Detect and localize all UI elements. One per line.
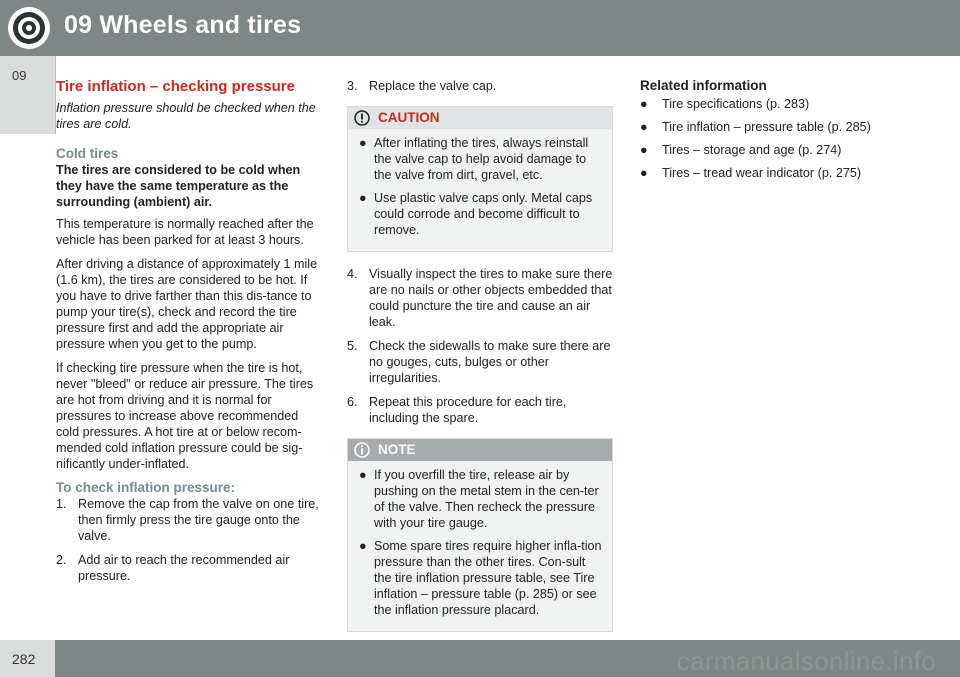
chapter-title: 09 Wheels and tires	[64, 11, 302, 39]
caution-body	[348, 129, 612, 251]
cold-tires-heading: Cold tires	[56, 146, 119, 161]
step-number: 6.	[347, 395, 358, 409]
related-link-text: Tire inflation – pressure table (p. 285)	[662, 120, 871, 134]
step-text: Replace the valve cap.	[369, 79, 497, 93]
related-link-text: Tires – storage and age (p. 274)	[662, 143, 842, 157]
section-intro: Inflation pressure should be checked when the tires are cold.	[56, 101, 316, 131]
chapter-tab	[0, 56, 56, 134]
caution-item	[356, 190, 604, 238]
step-item	[347, 78, 613, 94]
column-left	[56, 78, 324, 592]
step-number: 3.	[347, 79, 358, 93]
column-right	[640, 78, 900, 188]
paragraph: This temperature is normally reached after the vehicle has been parked for at least 3 hours.	[56, 217, 314, 247]
step-item	[56, 496, 324, 544]
related-link-text: Tire specifications (p. 283)	[662, 97, 810, 111]
related-link-text: Tires – tread wear indicator (p. 275)	[662, 166, 862, 180]
step-number: 1.	[56, 497, 67, 511]
bullet: ●	[640, 120, 648, 134]
step-item	[347, 338, 613, 386]
bullet: ●	[640, 143, 648, 157]
related-link[interactable]	[640, 96, 900, 112]
page-number: 282	[12, 651, 36, 667]
bullet: ●	[359, 191, 367, 205]
bullet: ●	[640, 97, 648, 111]
column-middle	[347, 78, 613, 646]
note-label: NOTE	[378, 442, 416, 457]
caution-list	[356, 135, 604, 238]
step-item	[347, 394, 613, 426]
related-link[interactable]	[640, 119, 900, 135]
related-info-list	[640, 96, 900, 181]
note-item	[356, 467, 604, 531]
steps-list	[347, 78, 613, 94]
step-item	[56, 552, 324, 584]
note-box	[347, 438, 613, 632]
caution-item	[356, 135, 604, 183]
caution-text: Use plastic valve caps only. Metal caps could corrode and become difficult to remove.	[374, 191, 593, 237]
caution-text: After inflating the tires, always reinstall the valve cap to help avoid damage to the valve from dirt, gravel, etc.	[374, 136, 589, 182]
caution-header	[348, 107, 612, 129]
step-text: Remove the cap from the valve on one tire, then firmly press the tire gauge onto the valve.	[78, 497, 319, 543]
steps-list	[347, 266, 613, 426]
note-list	[356, 467, 604, 618]
bullet: ●	[359, 136, 367, 150]
info-icon	[354, 442, 370, 458]
step-number: 5.	[347, 339, 358, 353]
caution-label: CAUTION	[378, 110, 440, 125]
bullet: ●	[359, 468, 367, 482]
wheel-icon	[6, 5, 52, 51]
section-title: Tire inflation – checking pressure	[56, 78, 295, 95]
step-number: 4.	[347, 267, 358, 281]
step-text: Repeat this procedure for each tire, including the spare.	[369, 395, 567, 425]
related-link[interactable]	[640, 165, 900, 181]
related-info-heading: Related information	[640, 78, 767, 93]
bullet: ●	[359, 539, 367, 553]
paragraph: After driving a distance of approximately 1 mile (1.6 km), the tires are considered to be hot. If you have to drive farther than this dis-tance to pump your tire(s), check and record the tire pressure first and add the appropriate air pressure when you get to the pump.	[56, 257, 318, 351]
caution-box	[347, 106, 613, 252]
step-text: Check the sidewalls to make sure there are no gouges, cuts, bulges or other irregularities.	[369, 339, 611, 385]
page-header	[0, 0, 960, 56]
warning-icon	[354, 110, 370, 126]
note-header	[348, 439, 612, 461]
bullet: ●	[640, 166, 648, 180]
cold-tires-definition: The tires are considered to be cold when they have the same temperature as the surrounding (ambient) air.	[56, 163, 301, 209]
paragraph: If checking tire pressure when the tire is hot, never "bleed" or reduce air pressure. The tires are hot from driving and it is normal for pressures to increase above recommended cold pressures. A hot tire at or below recom-mended cold inflation pressure could be sig-nificantly under-inflated.	[56, 361, 314, 471]
note-body	[348, 461, 612, 631]
step-text: Add air to reach the recommended air pressure.	[78, 553, 290, 583]
watermark: carmanualsonline.info	[676, 646, 936, 676]
chapter-tab-number: 09	[12, 68, 27, 83]
steps-list	[56, 496, 324, 584]
related-link[interactable]	[640, 142, 900, 158]
step-item	[347, 266, 613, 330]
step-text: Visually inspect the tires to make sure there are no nails or other objects embedded that could puncture the tire and cause an air leak.	[369, 267, 613, 329]
note-item	[356, 538, 604, 618]
step-number: 2.	[56, 553, 67, 567]
note-text: If you overfill the tire, release air by pushing on the metal stem in the cen-ter of the valve. Then recheck the pressure with your tire gauge.	[374, 468, 599, 530]
check-pressure-heading: To check inflation pressure:	[56, 480, 236, 495]
note-text: Some spare tires require higher infla-tion pressure than the other tires. Con-sult the tire inflation pressure table, see Tire inflation – pressure table (p. 285) or see the inflation pressure placard.	[374, 539, 602, 617]
